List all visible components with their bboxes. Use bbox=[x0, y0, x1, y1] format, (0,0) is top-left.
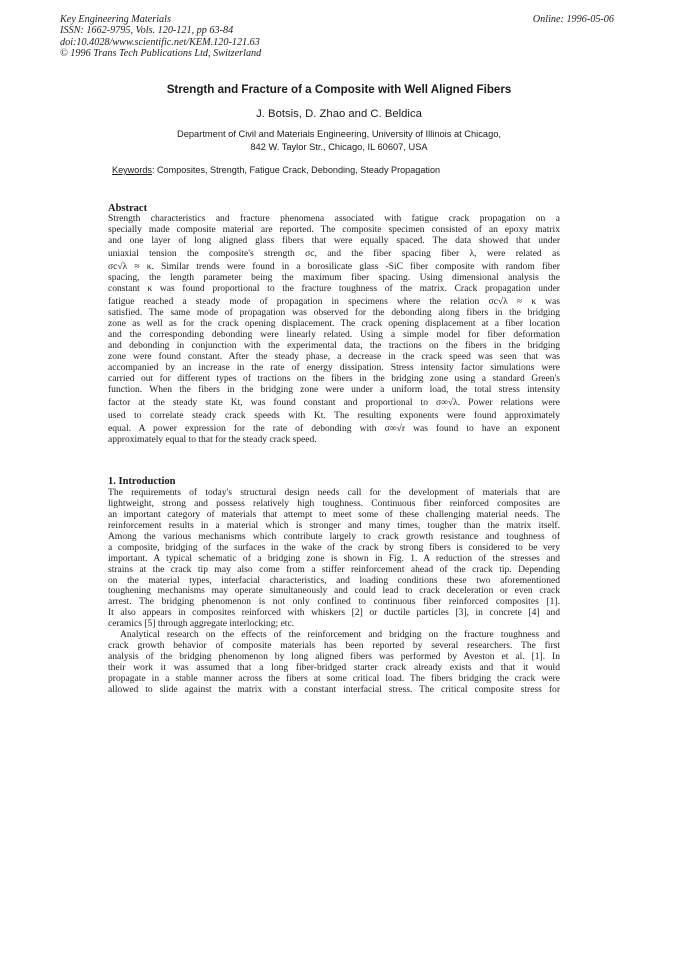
abstract-line: factor at the steady state Kt, was found constant and proportional to σ∞√λ. Power relations were bbox=[108, 396, 560, 408]
keywords-text: : Composites, Strength, Fatigue Crack, Debonding, Steady Propagation bbox=[151, 165, 441, 175]
abstract-line: zone were found constant. After the steady phase, a decrease in the crack speed was seen that was bbox=[108, 352, 560, 362]
intro-line: Analytical research on the effects of the reinforcement and bridging on the fracture toughness and bbox=[120, 630, 560, 641]
keywords bbox=[112, 165, 570, 175]
abstract-line: constant κ was found proportional to the fracture toughness of the matrix. Crack propagation under bbox=[108, 284, 560, 295]
intro-line: arrest. The bridging phenomenon is not only confined to continuous fiber reinforced composites [1]. bbox=[108, 597, 560, 608]
abstract-line: carried out for different types of tractions on the fibers in the bridging zone using a standard Green's bbox=[108, 373, 560, 384]
abstract-line: uniaxial tension the composite's strength σc, and the fiber spacing fiber λ, were related as bbox=[108, 247, 560, 259]
copyright-line: © 1996 Trans Tech Publications Ltd, Switzerland bbox=[60, 48, 262, 60]
abstract-line: and one layer of long aligned glass fibers that were equally spaced. The data showed that under bbox=[108, 235, 560, 246]
journal-header bbox=[60, 14, 614, 60]
intro-line: strains at the crack tip may also come from a stiffer reinforcement ahead of the crack tip. Depending bbox=[108, 564, 560, 575]
abstract-line: σc√λ ≈ κ. Similar trends were found in a borosilicate glass -SiC fiber composite with random fiber bbox=[108, 261, 560, 272]
abstract-line: function. When the fibers in the bridging zone were under a uniform load, the total stress intensity bbox=[108, 384, 560, 395]
citation-block bbox=[60, 14, 614, 60]
abstract-line: equal. A power expression for the rate of debonding with σ∞√r was found to have an exponent bbox=[108, 423, 560, 435]
abstract-line: accompanied by an increase in the rate of energy dissipation. Stress intensity factor simulations were bbox=[108, 362, 560, 373]
affiliation-line-2: 842 W. Taylor Str., Chicago, IL 60607, USA bbox=[250, 141, 428, 152]
issn-line: ISSN: 1662-9795, Vols. 120-121, pp 63-84 bbox=[60, 25, 234, 37]
intro-line: crack growth behavior of composite materials has been reported by several researchers. The first bbox=[108, 641, 560, 652]
abstract-line: specially made composite material are reported. The composite specimen consisted of an epoxy matrix bbox=[108, 224, 560, 235]
affiliation bbox=[0, 128, 678, 153]
abstract-line: zone as well as for the crack opening displacement. The crack opening displacement at a fiber location bbox=[108, 319, 560, 330]
paper-authors: J. Botsis, D. Zhao and C. Beldica bbox=[256, 108, 422, 120]
abstract-line: spacing, the length parameter being the maximum fiber spacing. Using dimensional analysis the bbox=[108, 273, 560, 284]
intro-line: a composite, bridging of the surfaces in the wake of the crack by strong fibers is considered to be very bbox=[108, 542, 560, 553]
abstract-line: satisfied. The same mode of propagation was observed for the debonding along fibers in the bridging bbox=[108, 308, 560, 319]
doi-line[interactable]: doi:10.4028/www.scientific.net/KEM.120-121.63 bbox=[60, 36, 260, 48]
abstract-line: and the corresponding debonding were linearly related. Using a simple model for fiber deformation bbox=[108, 330, 560, 341]
intro-line: ceramics [5] through aggregate interlocking; etc. bbox=[108, 619, 295, 630]
intro-line: propagate in a stable manner across the fibers at some critical load. The fibers bridging the crack were bbox=[108, 673, 560, 684]
abstract-body bbox=[108, 214, 560, 446]
abstract-heading: Abstract bbox=[108, 203, 148, 214]
abstract-line: approximately equal to that for the steady crack speed. bbox=[108, 435, 317, 446]
abstract-line: used to correlate steady crack speeds with Kt. The resulting exponents were found approximately bbox=[108, 409, 560, 421]
intro-line: toughening mechanisms may operate simultaneously and could lead to crack deceleration or even crack bbox=[108, 586, 560, 597]
intro-line: analysis of the bridging phenomenon by long aligned fibers was performed by Aveston et al. [1]. In bbox=[108, 652, 560, 663]
affiliation-line-1: Department of Civil and Materials Engineering, University of Illinois at Chicago, bbox=[177, 129, 501, 139]
paper-title: Strength and Fracture of a Composite with Well Aligned Fibers bbox=[166, 83, 512, 96]
intro-line: allowed to slide against the matrix with a constant interfacial stress. The critical composite stress for bbox=[108, 684, 560, 695]
abstract-line: Strength characteristics and fracture phenomena associated with fatigue crack propagation on a bbox=[108, 214, 560, 224]
intro-line: their work it was assumed that a long fiber-bridged starter crack already exists and that it would bbox=[108, 663, 560, 673]
keywords-label: Keywords bbox=[112, 165, 152, 175]
intro-line: an important category of materials that attempt to meet some of these challenging material needs. The bbox=[108, 509, 560, 520]
introduction-body bbox=[108, 488, 560, 696]
intro-line: lightweight, strong and possess relatively high toughness. Continuous fiber reinforced composites are bbox=[108, 498, 560, 509]
abstract-line: fatigue reached a steady mode of propagation in specimens where the relation σc√λ ≈ κ was bbox=[108, 296, 560, 308]
abstract-line: and debonding in conjunction with the experimental data, the tractions on the fibers in the bridging bbox=[108, 341, 560, 352]
introduction-heading: 1. Introduction bbox=[108, 476, 176, 487]
intro-line: on the material types, interfacial characteristics, and loading conditions these two aforementioned bbox=[108, 575, 560, 586]
journal-name: Key Engineering Materials bbox=[60, 14, 171, 25]
intro-line: reinforcement results in a material which is stronger and many times, tougher than the matrix itself. bbox=[108, 520, 560, 531]
intro-line: It also appears in composites reinforced with whiskers [2] or ductile particles [3], in concrete [4] and bbox=[108, 608, 560, 619]
intro-line: Among the various mechanisms which contribute largely to crack growth resistance and toughness of bbox=[108, 531, 560, 542]
intro-line: important. A typical schematic of a bridging zone is shown in Fig. 1. A reduction of the stresses and bbox=[108, 553, 560, 564]
online-date: Online: 1996-05-06 bbox=[532, 14, 614, 25]
intro-line: The requirements of today's structural design needs call for the development of materials that are bbox=[108, 488, 560, 498]
